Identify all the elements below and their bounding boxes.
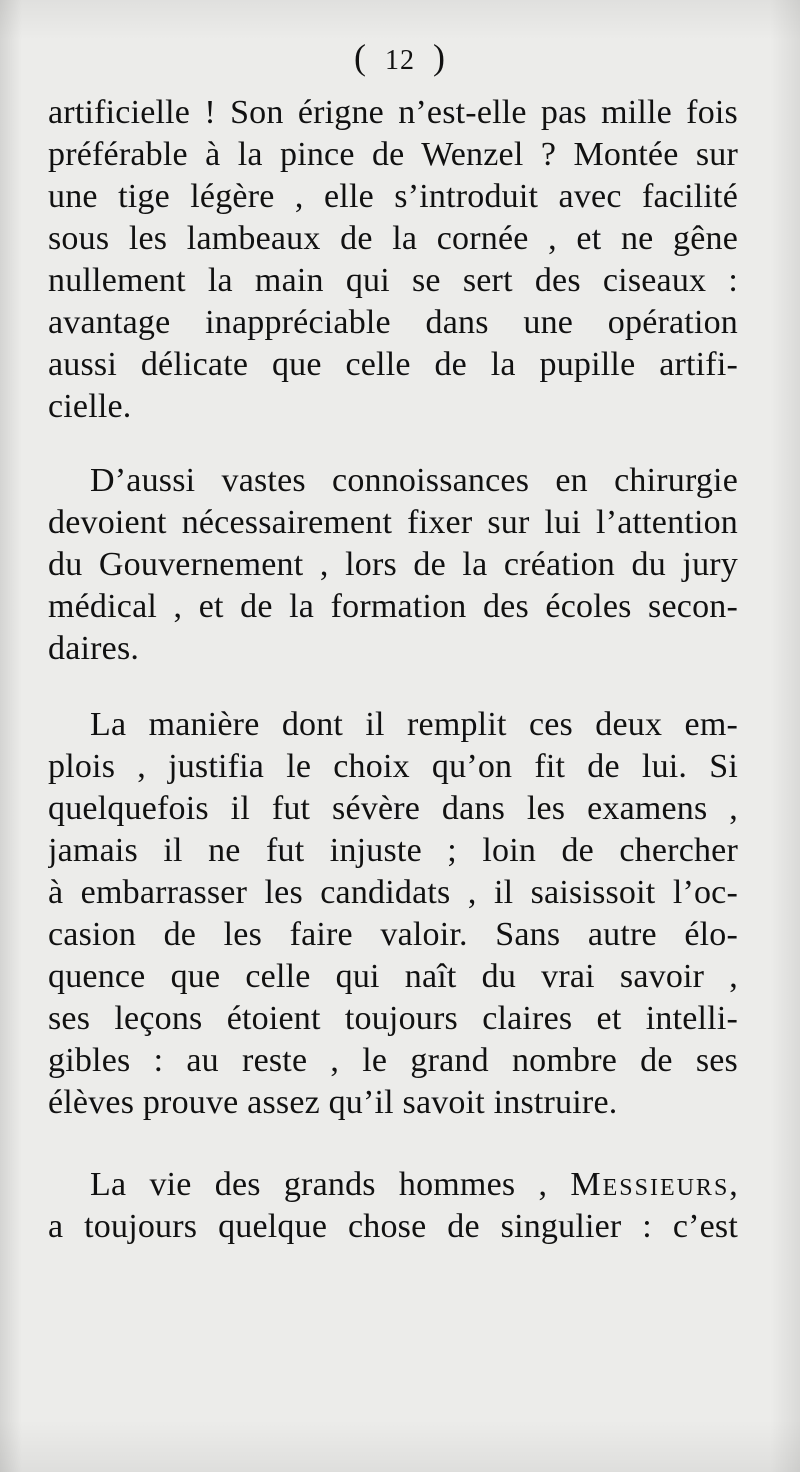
text-line: à embarrasser les candidats , il saisissoit l’oc-: [48, 874, 738, 911]
text-line: médical , et de la formation des écoles secon-: [48, 588, 738, 625]
folio-open-paren: (: [354, 37, 367, 77]
text-line: cielle.: [48, 388, 132, 425]
text-line: D’aussi vastes connoissances en chirurgie: [90, 462, 738, 499]
text-line: du Gouvernement , lors de la création du jury: [48, 546, 738, 583]
text-line: sous les lambeaux de la cornée , et ne gêne: [48, 220, 738, 257]
paragraph-4: [48, 1164, 738, 1248]
text-fragment: La vie des grands hommes ,: [90, 1166, 571, 1203]
folio-number: 12: [385, 45, 415, 76]
text-line: quence que celle qui naît du vrai savoir ,: [48, 958, 738, 995]
text-line: ses leçons étoient toujours claires et intelli-: [48, 1000, 738, 1037]
page-number: [0, 36, 800, 78]
text-line: élèves prouve assez qu’il savoit instruire.: [48, 1084, 618, 1121]
text-line: gibles : au reste , le grand nombre de ses: [48, 1042, 738, 1079]
text-line: aussi délicate que celle de la pupille artifi-: [48, 346, 738, 383]
text-line: [48, 1164, 738, 1206]
text-line: plois , justifia le choix qu’on fit de lui. Si: [48, 748, 738, 785]
text-line: artificielle ! Son érigne n’est-elle pas mille fois: [48, 94, 738, 131]
paragraph-3: [48, 704, 738, 1124]
paragraph-2: [48, 460, 738, 670]
paragraph-1: [48, 92, 738, 428]
address-messieurs: Messieurs: [570, 1166, 730, 1203]
text-line: daires.: [48, 630, 140, 667]
text-line: jamais il ne fut injuste ; loin de chercher: [48, 832, 738, 869]
text-line: quelquefois il fut sévère dans les examens ,: [48, 790, 738, 827]
text-line: La manière dont il remplit ces deux em-: [90, 706, 738, 743]
text-fragment: ,: [729, 1166, 738, 1203]
text-line: devoient nécessairement fixer sur lui l’attention: [48, 504, 738, 541]
text-line: avantage inappréciable dans une opération: [48, 304, 738, 341]
text-line: a toujours quelque chose de singulier : c’est: [48, 1208, 738, 1245]
text-line: préférable à la pince de Wenzel ? Montée sur: [48, 136, 738, 173]
folio-close-paren: ): [433, 37, 446, 77]
text-line: casion de les faire valoir. Sans autre élo-: [48, 916, 738, 953]
text-line: nullement la main qui se sert des ciseaux :: [48, 262, 738, 299]
text-line: une tige légère , elle s’introduit avec facilité: [48, 178, 738, 215]
